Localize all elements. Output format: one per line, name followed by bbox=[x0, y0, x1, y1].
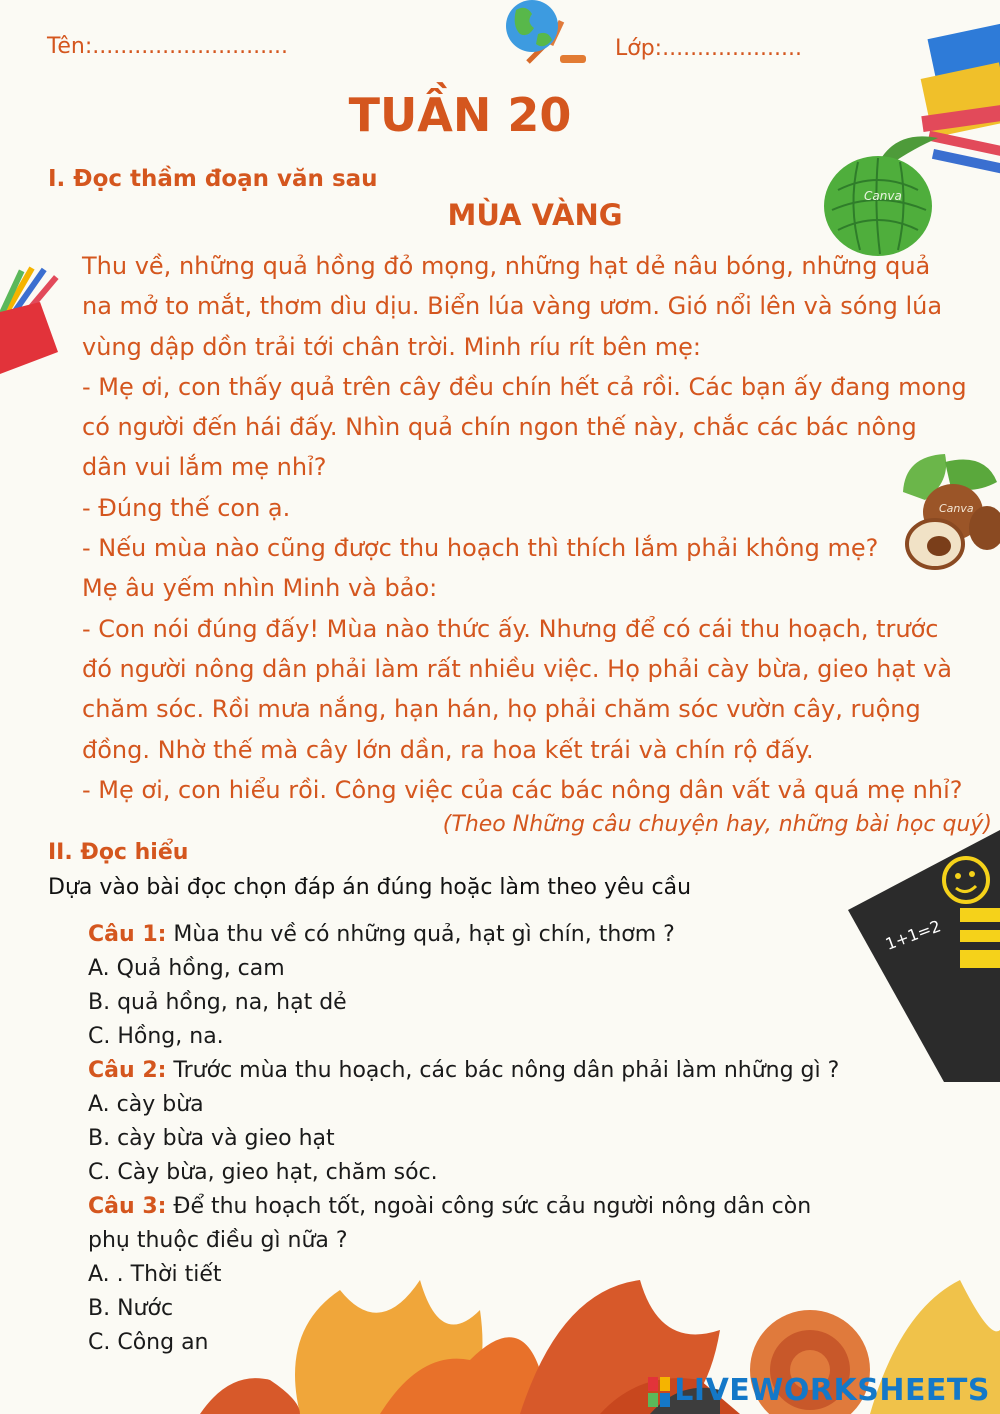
question-label: Câu 1: bbox=[88, 922, 167, 947]
story-line: đồng. Nhờ thế mà cây lớn dần, ra hoa kết trái và chín rộ đấy. bbox=[82, 735, 814, 764]
question-text: Mùa thu về có những quả, hạt gì chín, thơm ? bbox=[166, 922, 675, 947]
answer-option[interactable]: C. Cày bừa, gieo hạt, chăm sóc. bbox=[88, 1160, 438, 1185]
story-line: chăm sóc. Rồi mưa nắng, hạn hán, họ phải chăm sóc vườn cây, ruộng bbox=[82, 695, 921, 724]
story-line: - Con nói đúng đấy! Mùa nào thức ấy. Nhưng để có cái thu hoạch, trước bbox=[82, 614, 939, 643]
story-line: - Nếu mùa nào cũng được thu hoạch thì thích lắm phải không mẹ? bbox=[82, 534, 879, 563]
answer-option[interactable]: B. Nước bbox=[88, 1296, 174, 1321]
question-label: Câu 3: bbox=[88, 1194, 167, 1219]
pencil-cup-icon bbox=[0, 262, 72, 377]
answer-option[interactable]: A. . Thời tiết bbox=[88, 1262, 222, 1287]
question-3 bbox=[88, 1190, 888, 1224]
story-line: có người đến hái đấy. Nhìn quả chín ngon thế này, chắc các bác nông bbox=[82, 413, 917, 442]
story-line: dân vui lắm mẹ nhỉ? bbox=[82, 453, 327, 482]
chalkboard-text: 1+1=2 bbox=[882, 916, 944, 954]
answer-option[interactable]: C. Hồng, na. bbox=[88, 1024, 224, 1049]
student-class-field[interactable]: Lớp:.................... bbox=[615, 36, 802, 61]
story-line: - Đúng thế con ạ. bbox=[82, 493, 291, 522]
story-line: Thu về, những quả hồng đỏ mọng, những hạt dẻ nâu bóng, những quả bbox=[82, 252, 931, 280]
section-heading-comprehension: II. Đọc hiểu bbox=[48, 840, 189, 865]
question-1 bbox=[88, 918, 888, 952]
page-title: TUẦN 20 bbox=[348, 88, 572, 142]
answer-option[interactable]: A. cày bừa bbox=[88, 1092, 204, 1117]
story-line: - Mẹ ơi, con thấy quả trên cây đều chín hết cả rồi. Các bạn ấy đang mong bbox=[82, 372, 967, 401]
question-text: Trước mùa thu hoạch, các bác nông dân phải làm những gì ? bbox=[166, 1058, 840, 1083]
section-heading-reading: I. Đọc thầm đoạn văn sau bbox=[48, 166, 378, 192]
liveworksheets-logo bbox=[648, 1373, 990, 1408]
watermark-canva: Canva bbox=[864, 189, 902, 203]
question-text-continued: phụ thuộc điều gì nữa ? bbox=[88, 1228, 348, 1253]
question-text: Để thu hoạch tốt, ngoài công sức cảu người nông dân còn bbox=[166, 1194, 812, 1219]
answer-option[interactable]: B. quả hồng, na, hạt dẻ bbox=[88, 990, 347, 1015]
globe-icon bbox=[498, 0, 590, 72]
story-line: - Mẹ ơi, con hiểu rồi. Công việc của các bác nông dân vất vả quá mẹ nhỉ? bbox=[82, 775, 963, 804]
question-label: Câu 2: bbox=[88, 1058, 167, 1083]
question-2 bbox=[88, 1054, 888, 1088]
story-title: MÙA VÀNG bbox=[447, 198, 623, 232]
story-line: Mẹ âu yếm nhìn Minh và bảo: bbox=[82, 574, 438, 603]
story-source: (Theo Những câu chuyện hay, những bài học quý) bbox=[442, 812, 992, 837]
liveworksheets-logo-icon bbox=[648, 1377, 670, 1407]
answer-option[interactable]: C. Công an bbox=[88, 1330, 209, 1355]
answer-option[interactable]: B. cày bừa và gieo hạt bbox=[88, 1126, 335, 1151]
watermark-canva-2: Canva bbox=[939, 502, 974, 515]
fruit-icon bbox=[818, 130, 948, 260]
instruction-text: Dựa vào bài đọc chọn đáp án đúng hoặc làm theo yêu cầu bbox=[48, 875, 692, 900]
question-list bbox=[88, 918, 888, 1360]
story-passage bbox=[82, 246, 992, 810]
story-line: na mở to mắt, thơm dìu dịu. Biển lúa vàng ươm. Gió nổi lên và sóng lúa bbox=[82, 292, 943, 321]
story-line: đó người nông dân phải làm rất nhiều việc. Họ phải cày bừa, gieo hạt và bbox=[82, 654, 952, 683]
answer-option[interactable]: A. Quả hồng, cam bbox=[88, 956, 285, 981]
student-name-field[interactable]: Tên:............................ bbox=[47, 34, 289, 59]
story-line: vùng dập dồn trải tới chân trời. Minh ríu rít bên mẹ: bbox=[82, 332, 702, 361]
logo-text: LIVEWORKSHEETS bbox=[674, 1373, 990, 1408]
